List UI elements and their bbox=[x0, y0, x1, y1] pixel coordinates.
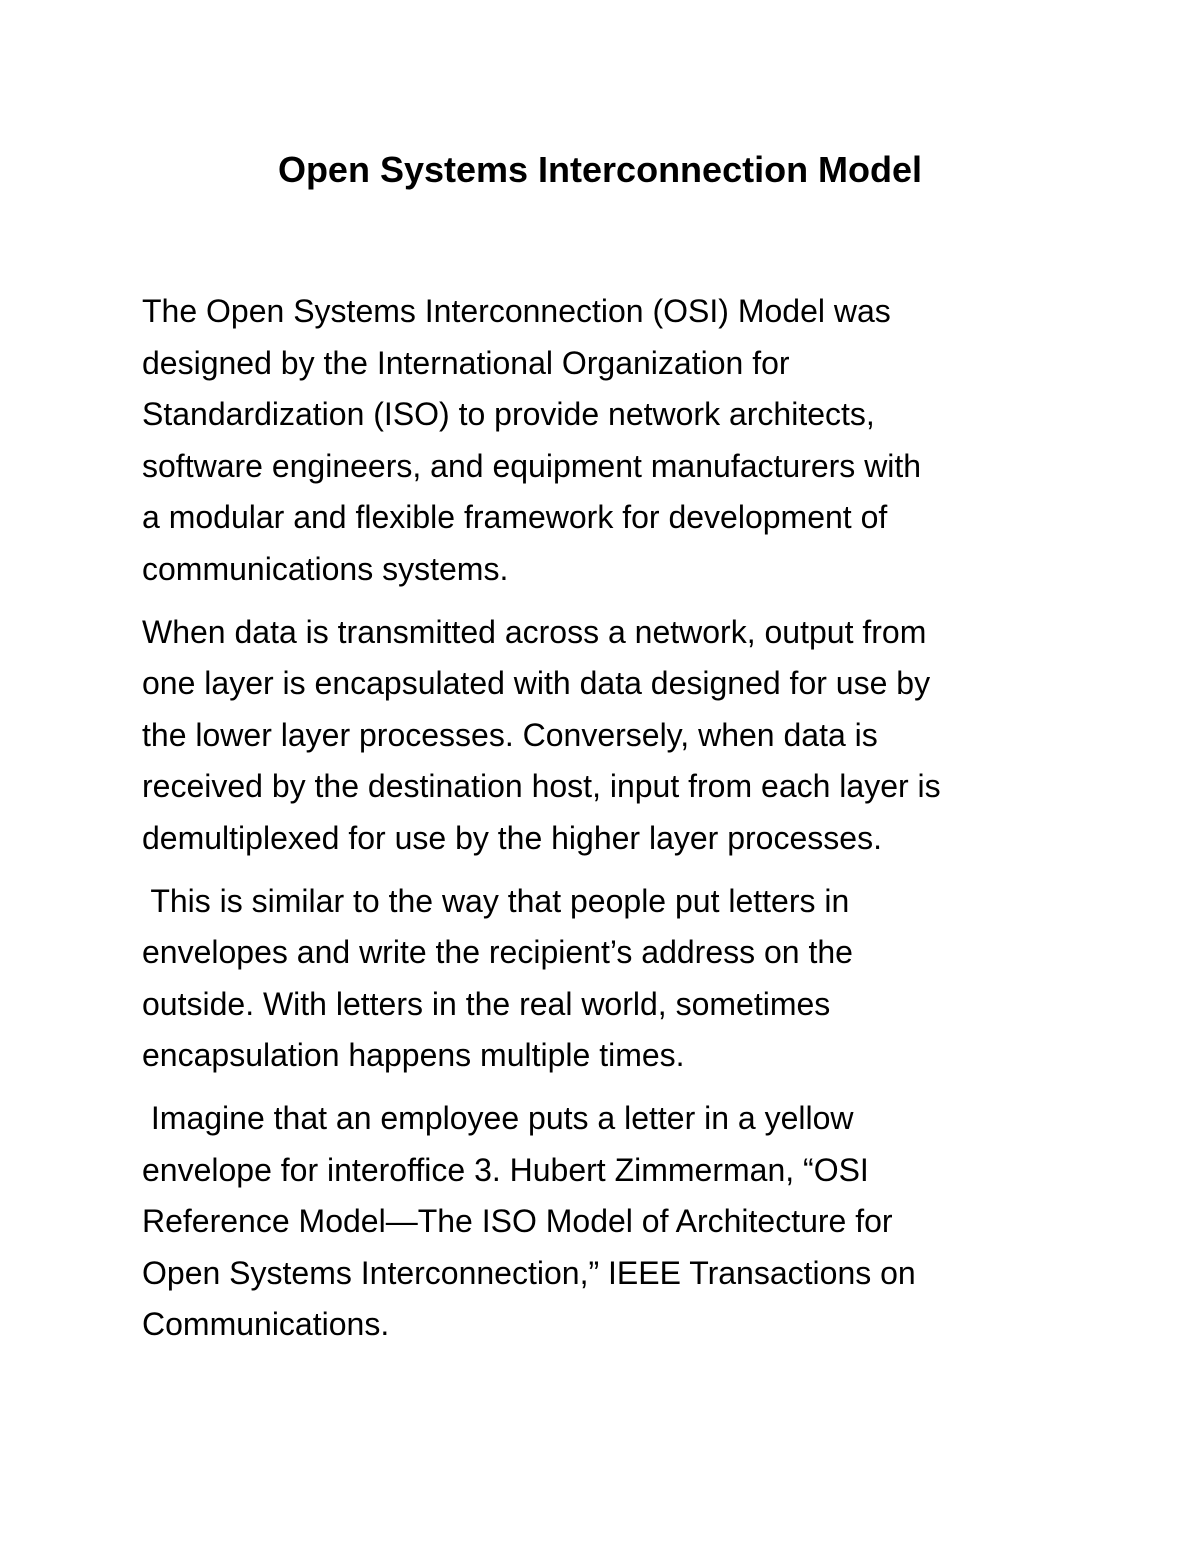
text-line: envelopes and write the recipient’s address on the bbox=[142, 934, 853, 971]
document-body bbox=[142, 286, 1072, 1362]
text-line: The Open Systems Interconnection (OSI) Model was bbox=[142, 293, 891, 329]
text-line: envelope for interoffice 3. Hubert Zimmerman, “OSI bbox=[142, 1151, 869, 1188]
text-line: software engineers, and equipment manufacturers with bbox=[142, 447, 922, 484]
text-line: the lower layer processes. Conversely, when data is bbox=[142, 716, 878, 753]
text-line: designed by the International Organization for bbox=[142, 344, 790, 381]
text-line: This is similar to the way that people put letters in bbox=[142, 882, 850, 919]
paragraph-encapsulation bbox=[142, 607, 1072, 865]
paragraph-osi-definition bbox=[142, 286, 1072, 596]
text-line: one layer is encapsulated with data designed for use by bbox=[142, 665, 931, 702]
text-line: Reference Model—The ISO Model of Architecture for bbox=[142, 1203, 893, 1240]
text-line: communications systems. bbox=[142, 550, 509, 587]
text-line: encapsulation happens multiple times. bbox=[142, 1037, 685, 1074]
document-title: Open Systems Interconnection Model bbox=[277, 149, 923, 190]
text-line: When data is transmitted across a network, output from bbox=[142, 613, 927, 650]
text-line: outside. With letters in the real world, sometimes bbox=[142, 985, 831, 1022]
text-line: Imagine that an employee puts a letter in a yellow bbox=[142, 1099, 854, 1136]
text-line: demultiplexed for use by the higher layer processes. bbox=[142, 819, 882, 856]
text-line: Open Systems Interconnection,” IEEE Transactions on bbox=[142, 1254, 916, 1291]
text-line: received by the destination host, input from each layer is bbox=[142, 768, 941, 805]
text-line: a modular and flexible framework for development of bbox=[142, 499, 888, 536]
paragraph-reference bbox=[142, 1093, 1072, 1351]
paragraph-letters-analogy bbox=[142, 876, 1072, 1082]
text-line: Standardization (ISO) to provide network architects, bbox=[142, 396, 875, 433]
text-line: Communications. bbox=[142, 1306, 390, 1343]
